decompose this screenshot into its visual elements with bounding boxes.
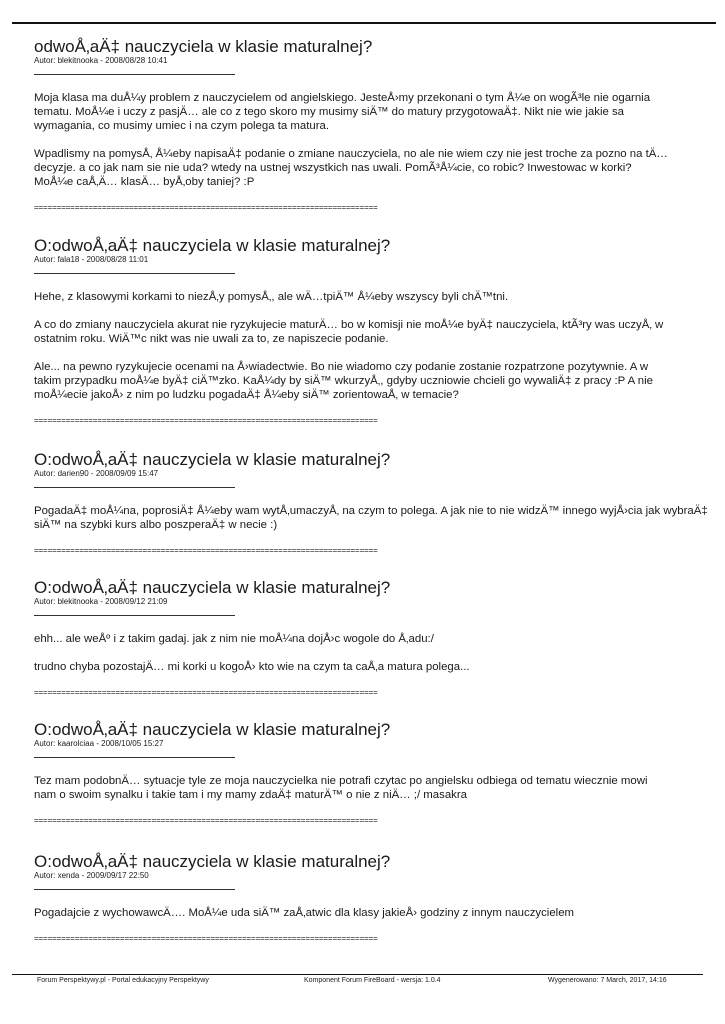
post-paragraph [34,290,714,304]
author-divider [34,487,235,488]
text-line: Tez mam podobnÄ… sytuacje tyle ze moja nauczycielka nie potrafi czytac po angielsku odbiega od tematu wiecznie mowi [34,775,648,787]
text-line: Wpadlismy na pomysÅ‚ Å¼eby napisaÄ‡ podanie o zmiane nauczyciela, no ale nie wiem czy nie jest troche za pozno na tÄ… [34,148,668,160]
post-paragraph [34,91,714,133]
author-divider [34,757,235,758]
text-line: Hehe, z klasowymi korkami to niezÅ‚y pomysÅ‚, ale wÄ…tpiÄ™ Å¼eby wszyscy byli chÄ™tni. [34,291,509,303]
text-line: ehh... ale weÅº i z takim gadaj. jak z nim nie moÅ¼na dojÅ›c wogole do Å‚adu:/ [34,633,434,645]
post-body [34,290,714,402]
text-line: takim przypadku moÅ¼e byÄ‡ ciÄ™zko. KaÅ¼dy by siÄ™ wkurzyÅ‚, gdyby uczniowie chcieli go wywaliÄ‡ z pracy :P A nie [34,375,653,387]
text-line: Moja klasa ma duÅ¼y problem z nauczycielem od angielskiego. JesteÅ›my przekonani o tym Å¼e on wogÃ³le nie ogarnia [34,92,651,104]
post-paragraph [34,660,714,674]
post-body [34,906,714,920]
author-divider [34,615,235,616]
footer-site-name: Forum Perspektywy.pl - Portal edukacyjny Perspektywy [37,977,209,984]
author-divider [34,74,235,75]
post-separator: ============================================================================ [34,688,378,697]
post-separator: ============================================================================ [34,416,378,425]
post-title: O:odwoÅ‚aÄ‡ nauczyciela w klasie maturalnej? [34,236,391,255]
post-title: O:odwoÅ‚aÄ‡ nauczyciela w klasie maturalnej? [34,450,391,469]
post-author: Autor: fala18 - 2008/08/28 11:01 [34,255,149,264]
text-line: nam o swoim synalku i takie tam i my mamy zdaÄ‡ maturÄ™ o nie z niÄ… ;/ masakra [34,789,467,801]
text-line: wymagania, co musimy umiec i na czym polega ta matura. [34,120,330,132]
post-author: Autor: blekitnooka - 2008/08/28 10:41 [34,56,168,65]
post-author: Autor: xenda - 2009/09/17 22:50 [34,871,149,880]
forum-post [34,450,714,555]
post-body [34,774,714,802]
forum-post [34,852,714,943]
footer-component-version: Komponent Forum FireBoard - wersja: 1.0.4 [304,977,441,984]
text-line: A co do zmiany nauczyciela akurat nie ryzykujecie maturÄ… bo w komisji nie moÅ¼e byÄ‡ nauczyciela, ktÃ³ry was uczyÅ‚ w [34,319,664,331]
post-title: odwoÅ‚aÄ‡ nauczyciela w klasie maturalnej? [34,37,373,56]
post-separator: ============================================================================ [34,934,378,943]
text-line: trudno chyba pozostajÄ… mi korki u kogoÅ› kto wie na czym ta caÅ‚a matura polega... [34,661,470,673]
post-body [34,91,714,189]
author-divider [34,273,235,274]
post-body [34,504,714,532]
footer-generated-date: Wygenerowano: 7 March, 2017, 14:16 [548,977,667,984]
text-line: Ale... na pewno ryzykujecie ocenami na Å›wiadectwie. Bo nie wiadomo czy podanie zostanie rozpatrzone pozytywnie. A w [34,361,649,373]
footer-rule [12,974,703,975]
text-line: Pogadajcie z wychowawcÄ…. MoÅ¼e uda siÄ™ zaÅ‚atwic dla klasy jakieÅ› godziny z innym nauczycielem [34,907,575,919]
text-line: ostatnim roku. WiÄ™c nikt was nie uwali za to, ze napiszecie podanie. [34,333,389,345]
top-rule [12,22,716,24]
post-paragraph [34,906,714,920]
post-title: O:odwoÅ‚aÄ‡ nauczyciela w klasie maturalnej? [34,720,391,739]
text-line: PogadaÄ‡ moÅ¼na, poprosiÄ‡ Å¼eby wam wytÅ‚umaczyÅ‚ na czym to polega. A jak nie to nie widzÄ™ innego wyjÅ›cia jak wybraÄ‡ [34,505,708,517]
text-line: MoÅ¼e caÅ‚Ä… klasÄ… byÅ‚oby taniej? :P [34,176,255,188]
forum-post [34,37,714,212]
post-author: Autor: kaarolciaa - 2008/10/05 15:27 [34,739,164,748]
post-separator: ============================================================================ [34,816,378,825]
forum-post [34,578,714,697]
post-paragraph [34,774,714,802]
author-divider [34,889,235,890]
post-separator: ============================================================================ [34,546,378,555]
text-line: siÄ™ na szybki kurs albo poszperaÄ‡ w necie :) [34,519,278,531]
post-title: O:odwoÅ‚aÄ‡ nauczyciela w klasie maturalnej? [34,578,391,597]
post-paragraph [34,504,714,532]
text-line: tematu. MoÅ¼e i uczy z pasjÄ… ale co z tego skoro my musimy siÄ™ do matury przygotowaÄ‡. Nikt nie wie jakie sa [34,106,625,118]
post-author: Autor: darien90 - 2008/09/09 15:47 [34,469,159,478]
post-separator: ============================================================================ [34,203,378,212]
post-body [34,632,714,674]
forum-post [34,720,714,825]
post-paragraph [34,147,714,189]
text-line: decyzje. a co jak nam sie nie uda? wtedy na ustnej wszystkich nas uwali. PomÃ³Å¼cie, co robic? Inwestowac w korki? [34,162,632,174]
post-paragraph [34,318,714,346]
text-line: moÅ¼ecie jakoÅ› z nim po ludzku pogadaÄ‡ Å¼eby siÄ™ zorientowaÅ‚ w temacie? [34,389,459,401]
post-paragraph [34,360,714,402]
post-paragraph [34,632,714,646]
forum-post [34,236,714,425]
post-title: O:odwoÅ‚aÄ‡ nauczyciela w klasie maturalnej? [34,852,391,871]
post-author: Autor: blekitnooka - 2008/09/12 21:09 [34,597,168,606]
